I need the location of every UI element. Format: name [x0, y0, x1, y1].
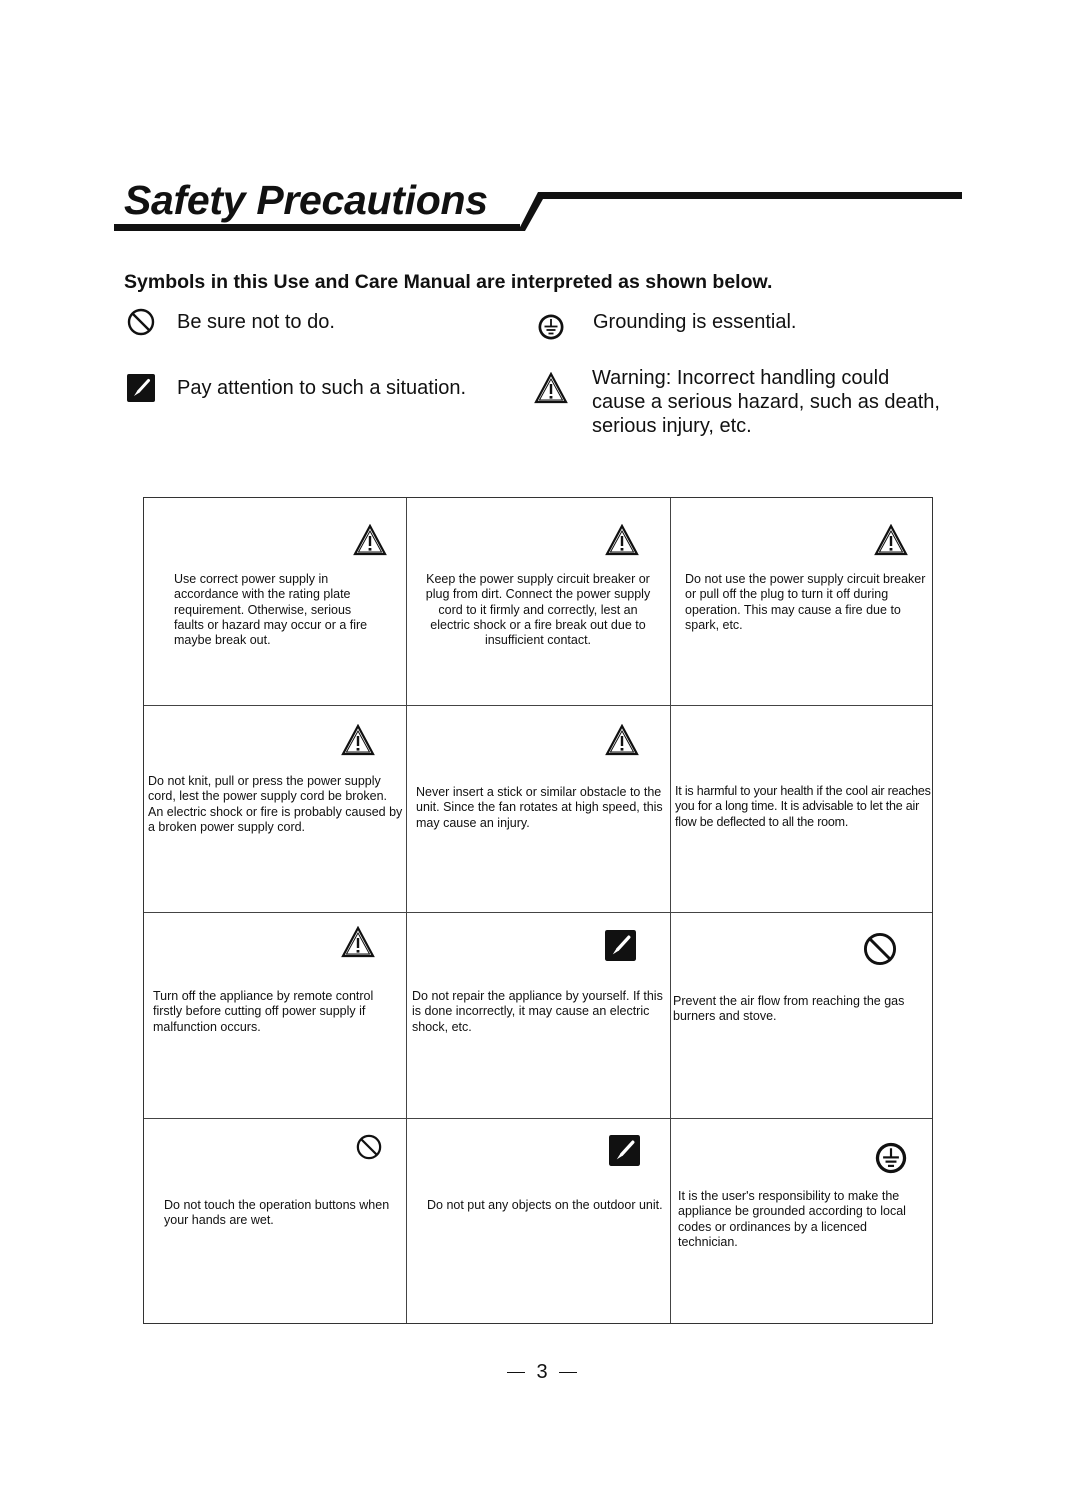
prohibition-icon: [356, 1134, 382, 1160]
warning-icon: [341, 926, 375, 958]
dash-right: [559, 1372, 577, 1374]
grid-divider: [144, 705, 932, 706]
warning-icon: [534, 372, 568, 404]
precaution-text: Prevent the air flow from reaching the gas burners and stove.: [673, 994, 905, 1024]
precaution-text: Do not use the power supply circuit breaker or pull off the plug to turn it off during operation. This may cause a fire due to spark, etc.: [685, 572, 926, 632]
warning-icon: [605, 524, 639, 556]
prohibition-icon: [127, 308, 155, 336]
precaution-text: Do not put any objects on the outdoor unit.: [427, 1198, 663, 1212]
precaution-text: Do not repair the appliance by yourself. If this is done incorrectly, it may cause an electric shock, etc.: [412, 989, 663, 1034]
legend-grounding-text: Grounding is essential.: [593, 311, 797, 333]
prohibition-icon: [863, 932, 897, 966]
grid-divider: [144, 1118, 932, 1119]
precaution-text: Keep the power supply circuit breaker or plug from dirt. Connect the power supply cord to it firmly and correctly, lest an electric shock or a fire break out due to insufficient contact.: [425, 572, 651, 648]
legend-warning-line-1: Warning: Incorrect handling could: [592, 367, 890, 389]
grid-divider: [670, 498, 671, 1323]
dash-left: [507, 1372, 525, 1374]
legend-prohibition-text: Be sure not to do.: [177, 311, 335, 333]
precaution-text: Turn off the appliance by remote control firstly before cutting off power supply if malfunction occurs.: [153, 989, 374, 1034]
grounding-icon: [874, 1141, 908, 1175]
attention-icon: [605, 930, 636, 961]
grounding-icon: [537, 313, 565, 341]
precaution-text: Do not knit, pull or press the power supply cord, lest the power supply cord be broken. An electric shock or fire is probably caused by a broken power supply cord.: [148, 774, 403, 834]
warning-icon: [605, 724, 639, 756]
legend-warning-line-2: cause a serious hazard, such as death,: [592, 391, 940, 413]
grid-divider: [144, 912, 932, 913]
warning-icon: [341, 724, 375, 756]
precaution-text: It is the user's responsibility to make the appliance be grounded according to local codes or ordinances by a licenced technician.: [678, 1189, 906, 1249]
grid-divider: [406, 498, 407, 1323]
precautions-grid: [143, 497, 933, 1324]
precaution-text: Use correct power supply in accordance with the rating plate requirement. Otherwise, serious faults or hazard may occur or a fire maybe break out.: [174, 572, 368, 648]
precaution-text: Never insert a stick or similar obstacle to the unit. Since the fan rotates at high speed, this may cause an injury.: [416, 785, 663, 830]
warning-icon: [353, 524, 387, 556]
warning-icon: [874, 524, 908, 556]
precaution-text: Do not touch the operation buttons when your hands are wet.: [164, 1198, 390, 1228]
symbols-intro: Symbols in this Use and Care Manual are interpreted as shown below.: [124, 271, 773, 293]
legend-attention-text: Pay attention to such a situation.: [177, 377, 467, 399]
attention-icon: [127, 374, 155, 402]
page-number: [0, 1361, 1084, 1384]
page-number-value: 3: [536, 1361, 548, 1383]
attention-icon: [609, 1135, 640, 1166]
legend-warning-line-3: serious injury, etc.: [592, 415, 752, 437]
page-title: Safety Precautions: [124, 177, 488, 223]
precaution-text: It is harmful to your health if the cool air reaches you for a long time. It is advisable to let the air flow be deflected to all the room.: [675, 784, 931, 829]
